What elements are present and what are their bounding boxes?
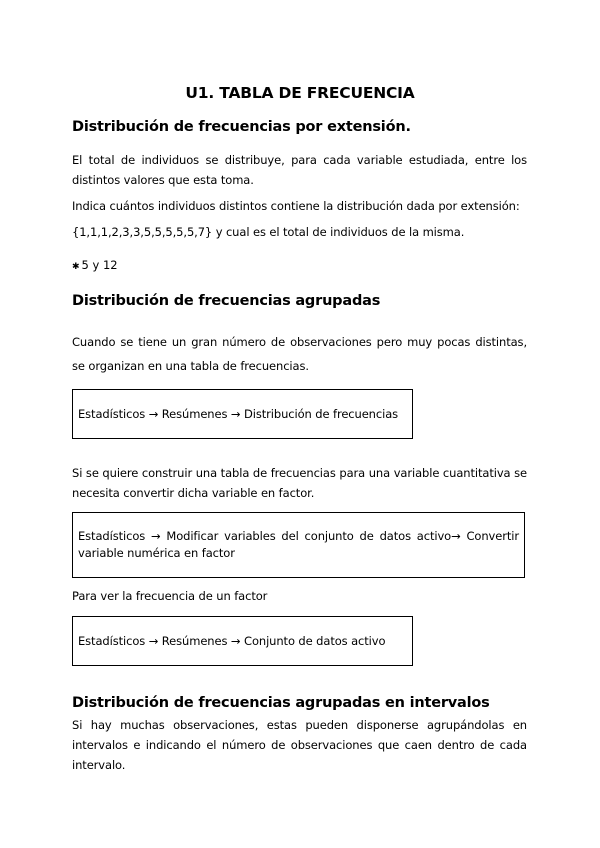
menu-path-text: Estadísticos → Modificar variables del conjunto de datos activo→ Convertir variable numérica en factor — [78, 529, 519, 560]
answer-text: 5 y 12 — [81, 258, 118, 272]
menu-path-text: Estadísticos → Resúmenes → Distribución de frecuencias — [78, 406, 399, 421]
paragraph-grouped-intro: Cuando se tiene un gran número de observaciones pero muy pocas distintas, se organizan en una tabla de frecuencias. — [72, 335, 527, 373]
paragraph-convert-factor: Si se quiere construir una tabla de frecuencias para una variable cuantitativa se necesita convertir dicha variable en factor. — [72, 466, 527, 500]
section-heading-intervals: Distribución de frecuencias agrupadas en intervalos — [72, 695, 490, 711]
paragraph-factor-frequency: Para ver la frecuencia de un factor — [72, 589, 268, 603]
paragraph-intervals: Si hay muchas observaciones, estas pueden disponerse agrupándolas en intervalos e indicando el número de observaciones que caen dentro de cada intervalo. — [72, 718, 527, 772]
section-heading-extension: Distribución de frecuencias por extensión. — [72, 119, 411, 135]
menu-path-box-dataset — [72, 616, 413, 666]
bullet-icon: ✱ — [72, 262, 80, 272]
paragraph-distribution-set: {1,1,1,2,3,3,5,5,5,5,5,7} y cual es el total de individuos de la misma. — [72, 225, 465, 239]
answer-line — [72, 258, 118, 272]
page-title: U1. TABLA DE FRECUENCIA — [185, 84, 415, 102]
paragraph-total-individuals: El total de individuos se distribuye, para cada variable estudiada, entre los distintos valores que esta toma. — [72, 153, 527, 187]
menu-path-text: Estadísticos → Resúmenes → Conjunto de datos activo — [78, 633, 386, 648]
paragraph-question: Indica cuántos individuos distintos contiene la distribución dada por extensión: — [72, 199, 520, 213]
menu-path-box-convert — [72, 512, 525, 578]
section-heading-grouped: Distribución de frecuencias agrupadas — [72, 293, 381, 309]
menu-path-box-distribution — [72, 389, 413, 439]
